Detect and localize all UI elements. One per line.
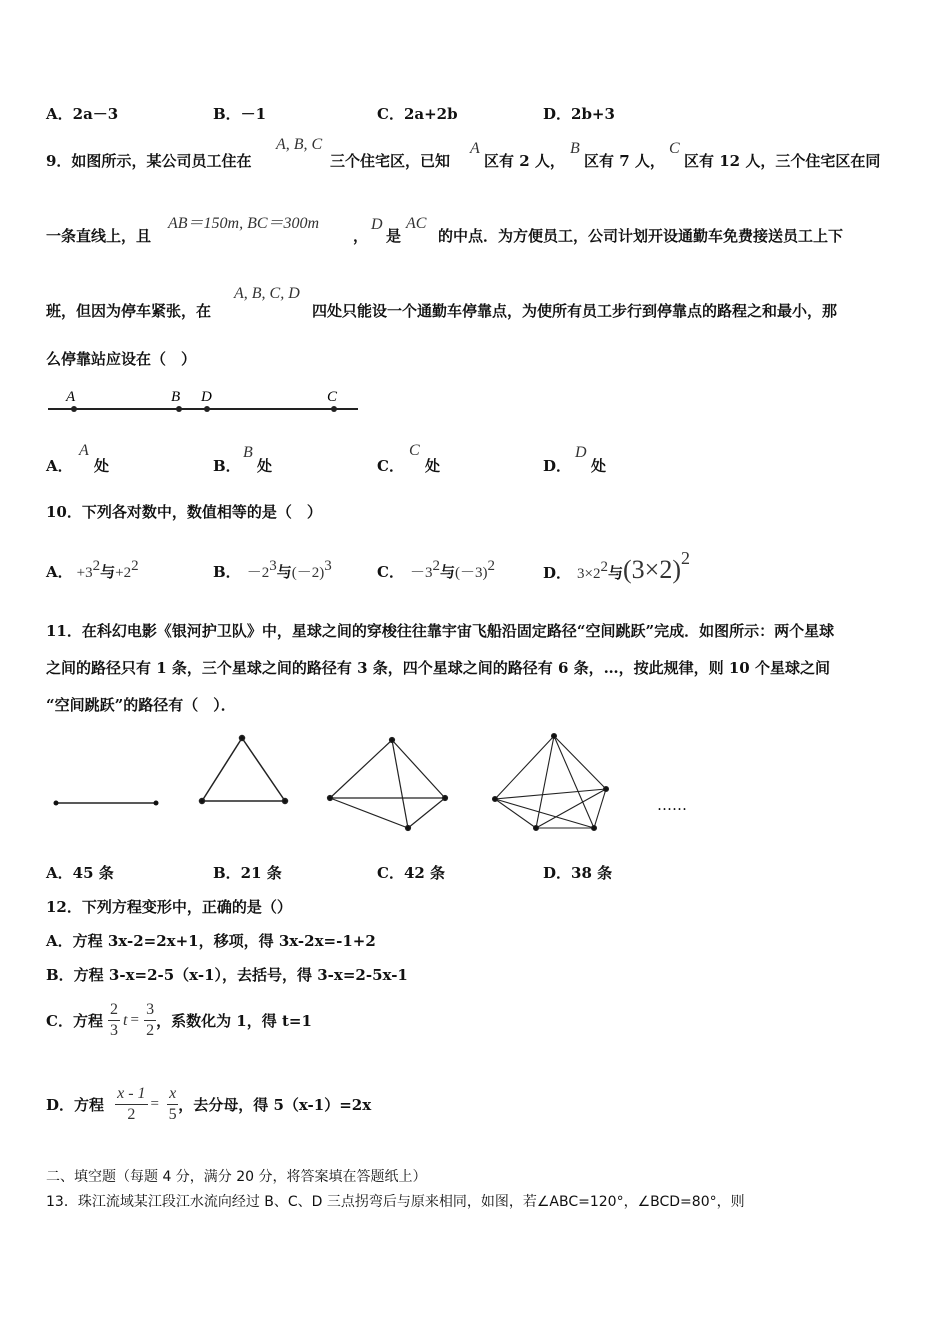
q9-opt-c-letter: C — [409, 442, 420, 459]
q9-line3-b: 四处只能设一个通勤车停靠点，为使所有员工步行到停靠点的路程之和最小，那 — [312, 302, 838, 320]
q9-opt-d-letter: D — [575, 444, 587, 461]
q12-c-fraction-right: $\frac{3}{2}$ — [146, 1001, 155, 1039]
q11-graph-5-points — [493, 734, 609, 831]
q9-opt-a-prefix: A． — [46, 457, 73, 475]
q10-option-d: D． $3\times 2^2$与$(3\times 2)^2$ — [543, 548, 690, 584]
q11-line2: 之间的路径只有 1 条，三个星球之间的路径有 3 条，四个星球之间的路径有 6 条，…，按此规律，则 10 个星球之间 — [46, 659, 830, 677]
q11-graph-3-points — [200, 736, 288, 804]
q9-fig-label-d: D — [201, 389, 212, 405]
q11-option-a: A．45 条 — [46, 864, 114, 882]
q11-line3: “空间跳跃”的路径有（ ）． — [46, 696, 236, 714]
q9-line2-c: 是 — [386, 227, 402, 245]
q9-math-b: B — [570, 140, 580, 157]
q9-opt-c-prefix: C． — [377, 457, 404, 475]
q9-line4: 么停靠站应设在（ ） — [46, 350, 197, 368]
q9-fig-label-c: C — [327, 389, 338, 405]
q9-line2-a: 一条直线上，且 — [46, 227, 152, 245]
q11-option-b: B．21 条 — [213, 864, 282, 882]
q10-option-b: B． $-2^3$与$(-2)^3$ — [213, 558, 332, 581]
q9-math-abcd: A, B, C, D — [234, 285, 300, 302]
q8-option-c: C．2a+2b — [377, 105, 458, 123]
q9-opt-a-suffix: 处 — [94, 457, 110, 475]
q9-line2-d: 的中点．为方便员工，公司计划开设通勤车免费接送员工上下 — [438, 227, 844, 245]
q12-d-fraction-right: $\frac{x}{5}$ — [168, 1085, 177, 1123]
q9-math-abc: A, B, C — [276, 136, 323, 153]
q9-math-a: A — [470, 140, 480, 157]
q12-option-c: C．方程 $\frac{2}{3}$ t = $\frac{3}{2}$ ，系数化为 1，得 t=1 — [46, 1001, 312, 1039]
q9-line3-a: 班，但因为停车紧张，在 — [46, 302, 212, 320]
q11-graph-4-points — [328, 738, 448, 831]
q9-line1-e: 区有 12 人，三个住宅区在同 — [684, 152, 881, 170]
q11-line1: 11．在科幻电影《银河护卫队》中，星球之间的穿梭往往靠宇宙飞船沿固定路径“空间跳跃”完成．如图所示：两个星球 — [46, 622, 835, 640]
q8-option-a: A．2a－3 — [46, 105, 119, 123]
q13-stem: 13．珠江流域某江段江水流向经过 B、C、D 三点拐弯后与原来相同，如图，若∠ABC=120°，∠BCD=80°，则 — [46, 1194, 745, 1210]
q8-option-d: D．2b+3 — [543, 105, 615, 123]
q11-option-c: C．42 条 — [377, 864, 446, 882]
q11-graph-2-points — [54, 801, 159, 806]
q10-option-a: A． $+3^2$与$+2^2$ — [46, 558, 139, 581]
q9-opt-b-prefix: B． — [213, 457, 241, 475]
q8-option-b: B．－1 — [213, 105, 267, 123]
section2-title: 二、填空题（每题 4 分，满分 20 分，将答案填在答题纸上） — [46, 1169, 427, 1185]
q12-stem: 12．下列方程变形中，正确的是（） — [46, 898, 292, 916]
q9-line1-d: 区有 7 人， — [584, 152, 665, 170]
q9-math-c: C — [669, 140, 680, 157]
q10-stem: 10．下列各对数中，数值相等的是（ ） — [46, 503, 322, 521]
q9-opt-d-suffix: 处 — [591, 457, 607, 475]
q12-option-d: D．方程 $\frac{x - 1}{2}$ = $\frac{x}{5}$ ，去分母，得 5（x-1）=2x — [46, 1085, 372, 1123]
q9-opt-a-letter: A — [79, 442, 89, 459]
q10-option-c: C． $-3^2$与$(-3)^2$ — [377, 558, 495, 581]
q9-opt-b-suffix: 处 — [257, 457, 273, 475]
q9-opt-d-prefix: D． — [543, 457, 572, 475]
q9-math-ab-bc: AB＝150m, BC＝300m — [168, 215, 320, 232]
q9-fig-label-a: A — [66, 389, 76, 405]
q9-opt-b-letter: B — [243, 444, 253, 461]
q9-line1-b: 三个住宅区，已知 — [330, 152, 451, 170]
q11-option-d: D．38 条 — [543, 864, 613, 882]
q11-graph-figures — [0, 0, 700, 840]
q12-c-fraction-left: $\frac{2}{3}$ — [110, 1001, 119, 1039]
q9-math-d: D — [371, 216, 383, 233]
q9-line1-c: 区有 2 人， — [484, 152, 565, 170]
q9-line2-b: ， — [353, 227, 369, 245]
q9-math-ac: AC — [406, 215, 427, 232]
q9-fig-label-b: B — [171, 389, 181, 405]
q12-option-b: B．方程 3-x=2-5（x-1），去括号，得 3-x=2-5x-1 — [46, 966, 408, 984]
q9-line1-a: 9．如图所示，某公司员工住在 — [46, 152, 252, 170]
q11-ellipsis: …… — [657, 796, 687, 814]
q9-opt-c-suffix: 处 — [425, 457, 441, 475]
q12-d-fraction-left: $\frac{x - 1}{2}$ — [117, 1085, 146, 1123]
q12-option-a: A．方程 3x-2=2x+1，移项，得 3x-2x=-1+2 — [46, 932, 376, 950]
